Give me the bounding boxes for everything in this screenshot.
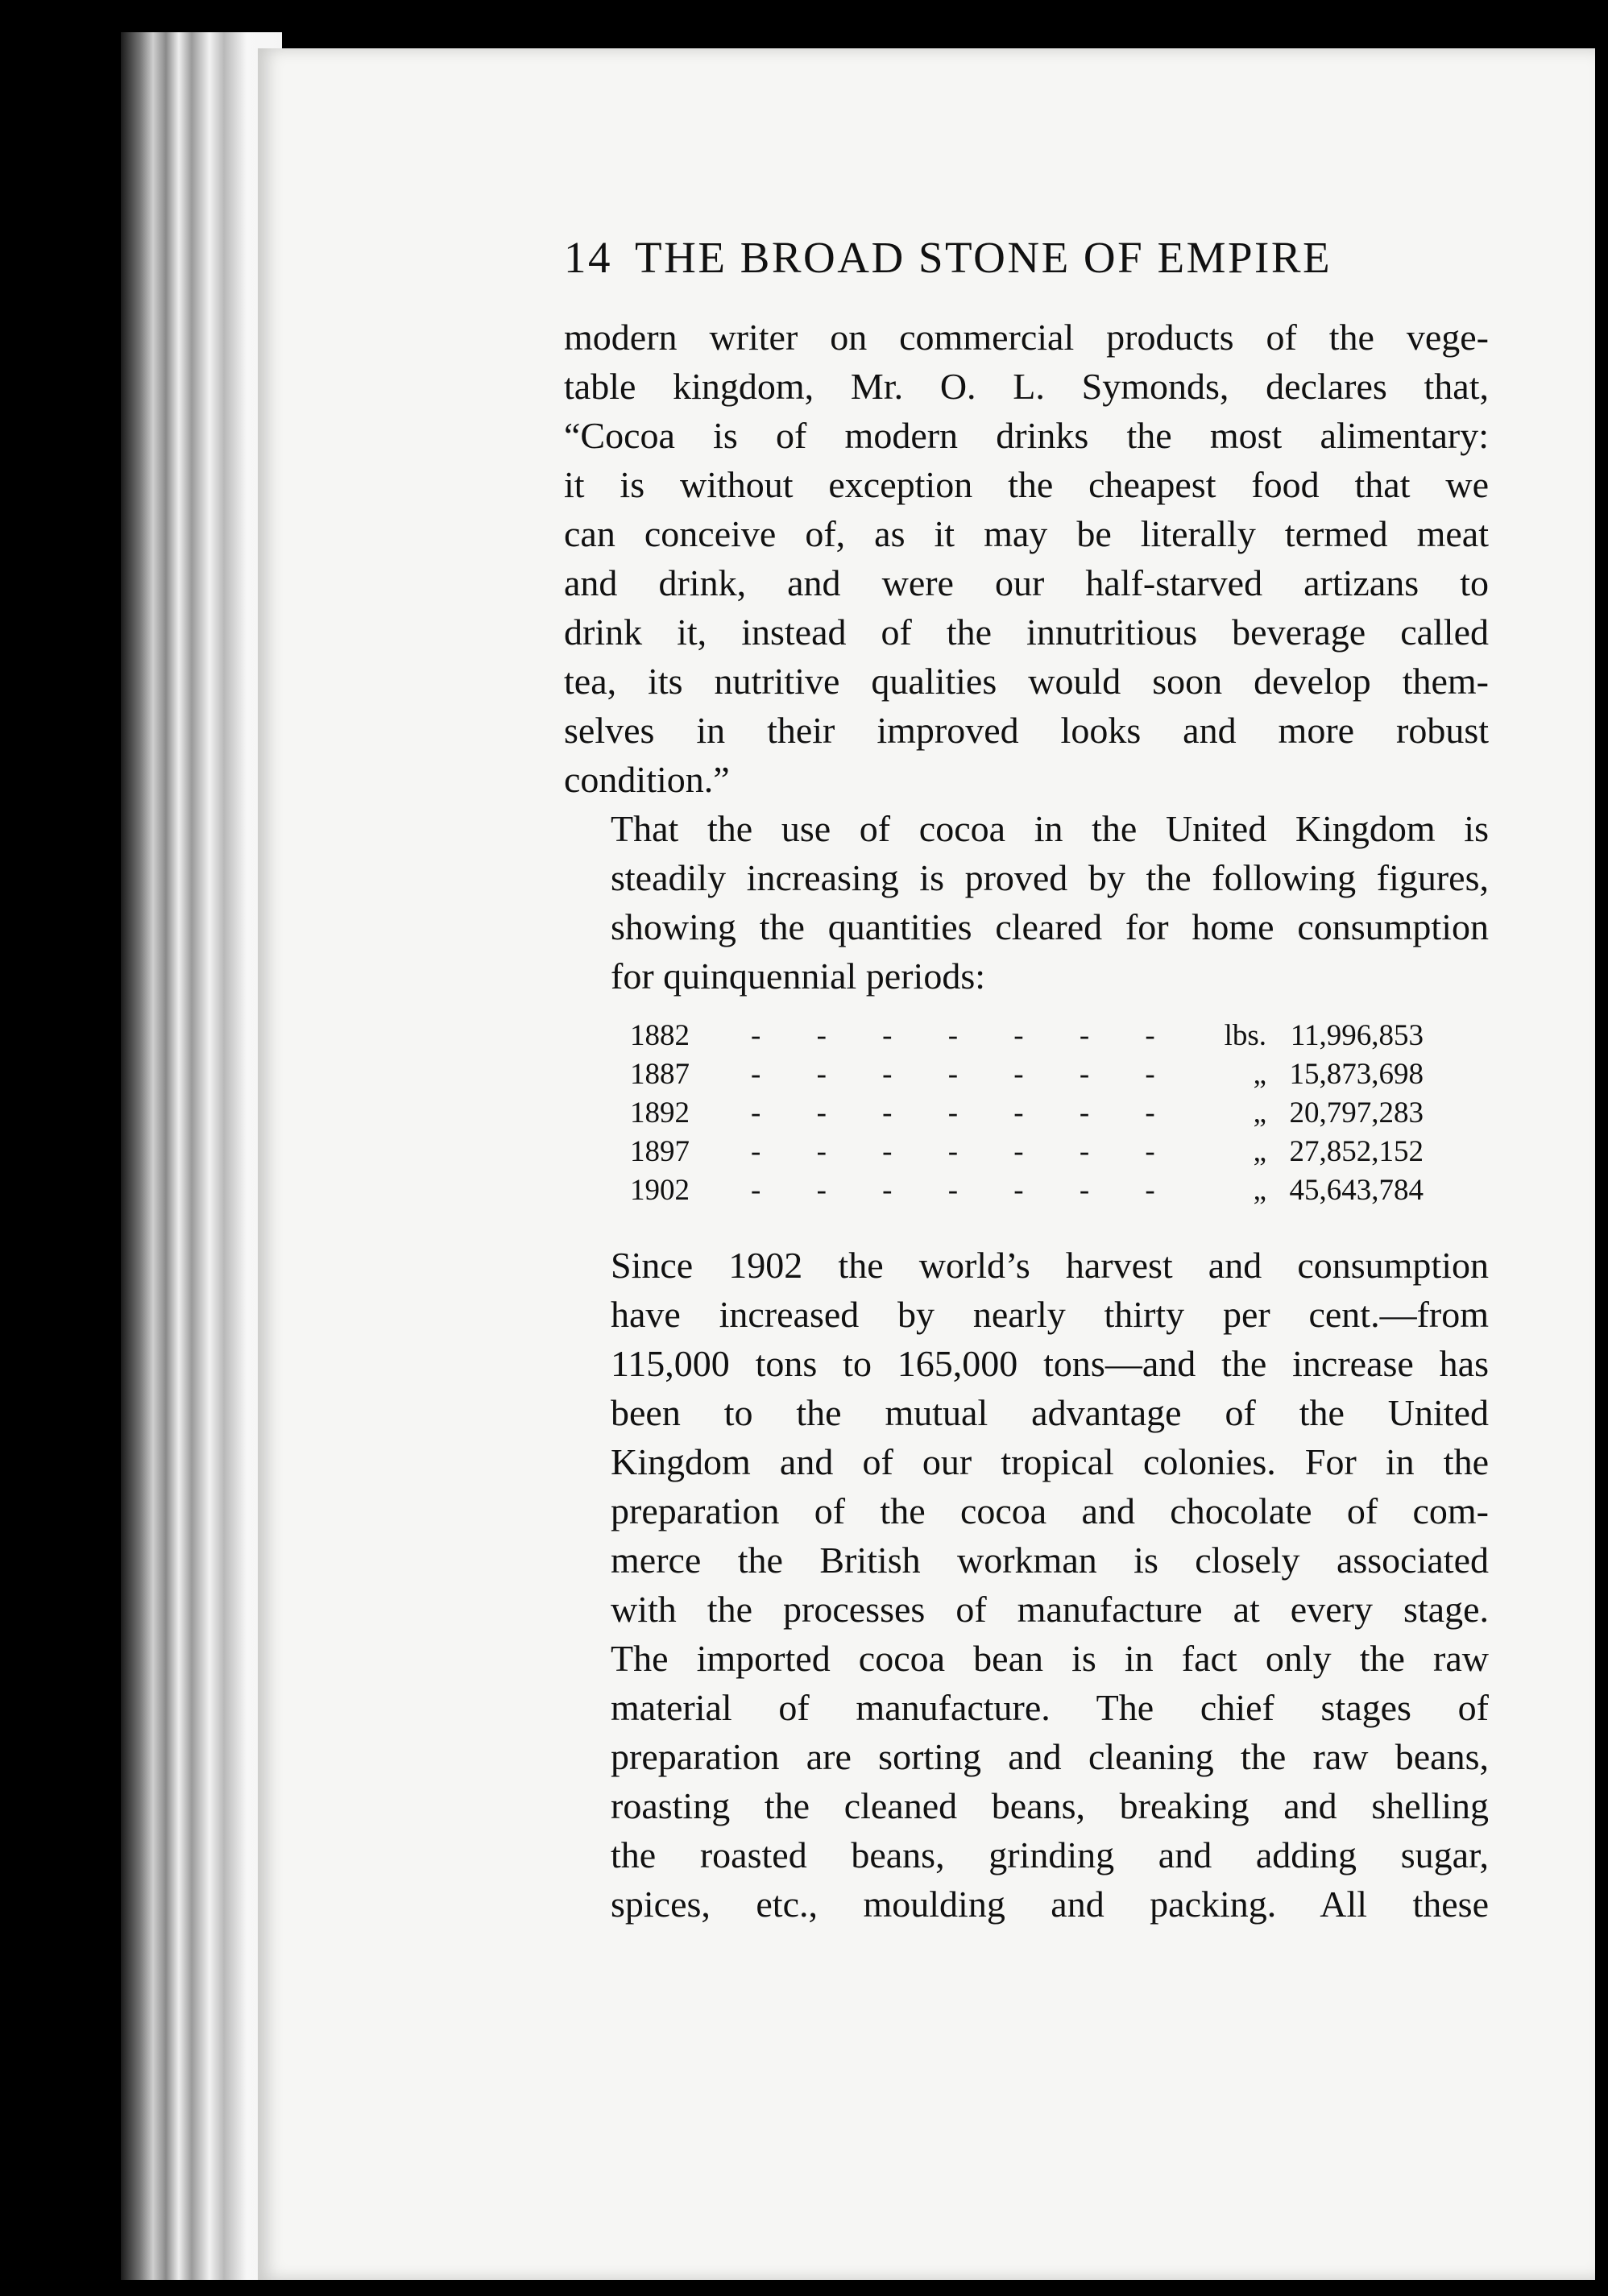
body-text-top bbox=[564, 313, 1489, 1001]
text-line: drink it, instead of the innutritious beverage called bbox=[564, 611, 1489, 653]
text-line: and drink, and were our half-starved artizans to bbox=[564, 562, 1489, 603]
table-leader: - - - - - - - bbox=[751, 1174, 1179, 1207]
table-value: 20,797,283 bbox=[1289, 1096, 1424, 1129]
table-year: 1897 bbox=[630, 1135, 690, 1168]
text-line: merce the British workman is closely associated bbox=[611, 1540, 1489, 1581]
table-value: 11,996,853 bbox=[1290, 1019, 1424, 1052]
table-leader: - - - - - - - bbox=[751, 1058, 1179, 1091]
text-line: Kingdom and of our tropical colonies. For in the bbox=[611, 1441, 1489, 1482]
text-line: preparation are sorting and cleaning the raw beans, bbox=[611, 1736, 1489, 1777]
page-number: 14 bbox=[564, 233, 612, 282]
running-head bbox=[564, 232, 1438, 283]
table-unit: „ bbox=[1253, 1058, 1266, 1091]
text-line: 115,000 tons to 165,000 tons—and the increase has bbox=[611, 1343, 1489, 1384]
table-leader: - - - - - - - bbox=[751, 1135, 1179, 1168]
table-year: 1902 bbox=[630, 1174, 690, 1207]
paragraph-3 bbox=[564, 1241, 1489, 1929]
table-unit: „ bbox=[1253, 1096, 1266, 1129]
text-line: spices, etc., moulding and packing. All these bbox=[611, 1884, 1489, 1925]
text-line: preparation of the cocoa and chocolate of com- bbox=[611, 1490, 1489, 1531]
table-unit: „ bbox=[1253, 1174, 1266, 1207]
text-line: tea, its nutritive qualities would soon develop them- bbox=[564, 661, 1489, 702]
text-line: modern writer on commercial products of the vege- bbox=[564, 317, 1489, 358]
table-row bbox=[630, 1055, 1424, 1094]
table-value: 15,873,698 bbox=[1289, 1058, 1424, 1091]
table-row bbox=[630, 1133, 1424, 1171]
text-line: material of manufacture. The chief stages of bbox=[611, 1687, 1489, 1728]
paragraph-2 bbox=[564, 804, 1489, 1001]
table-row bbox=[630, 1171, 1424, 1210]
table-value: 27,852,152 bbox=[1289, 1135, 1424, 1168]
text-line: roasting the cleaned beans, breaking and shelling bbox=[611, 1785, 1489, 1826]
text-line: selves in their improved looks and more robust bbox=[564, 710, 1489, 751]
table-row bbox=[630, 1094, 1424, 1133]
text-line: showing the quantities cleared for home consumption bbox=[611, 906, 1489, 947]
text-line: The imported cocoa bean is in fact only the raw bbox=[611, 1638, 1489, 1679]
text-line: it is without exception the cheapest food that we bbox=[564, 464, 1489, 505]
table-unit: lbs. bbox=[1224, 1019, 1266, 1052]
table-row bbox=[630, 1017, 1424, 1055]
consumption-table bbox=[630, 1017, 1424, 1210]
table-leader: - - - - - - - bbox=[751, 1019, 1179, 1052]
text-line: with the processes of manufacture at every stage. bbox=[611, 1589, 1489, 1630]
text-line: been to the mutual advantage of the United bbox=[611, 1392, 1489, 1433]
text-line: can conceive of, as it may be literally termed meat bbox=[564, 513, 1489, 554]
text-line: That the use of cocoa in the United Kingdom is bbox=[611, 808, 1489, 849]
text-line: have increased by nearly thirty per cent.—from bbox=[611, 1294, 1489, 1335]
table-value: 45,643,784 bbox=[1289, 1174, 1424, 1207]
body-text-bottom bbox=[564, 1241, 1489, 1929]
text-line: condition.” bbox=[564, 759, 730, 800]
table-year: 1887 bbox=[630, 1058, 690, 1091]
text-line: table kingdom, Mr. O. L. Symonds, declares that, bbox=[564, 366, 1489, 407]
text-line: Since 1902 the world’s harvest and consumption bbox=[611, 1245, 1489, 1286]
book-title: THE BROAD STONE OF EMPIRE bbox=[635, 233, 1332, 282]
text-line: steadily increasing is proved by the following figures, bbox=[611, 857, 1489, 898]
text-line: “Cocoa is of modern drinks the most alimentary: bbox=[564, 415, 1489, 456]
table-year: 1892 bbox=[630, 1096, 690, 1129]
table-leader: - - - - - - - bbox=[751, 1096, 1179, 1129]
table-year: 1882 bbox=[630, 1019, 690, 1052]
text-line: the roasted beans, grinding and adding sugar, bbox=[611, 1834, 1489, 1875]
table-unit: „ bbox=[1253, 1135, 1266, 1168]
text-line: for quinquennial periods: bbox=[611, 955, 986, 997]
paragraph-1 bbox=[564, 313, 1489, 804]
